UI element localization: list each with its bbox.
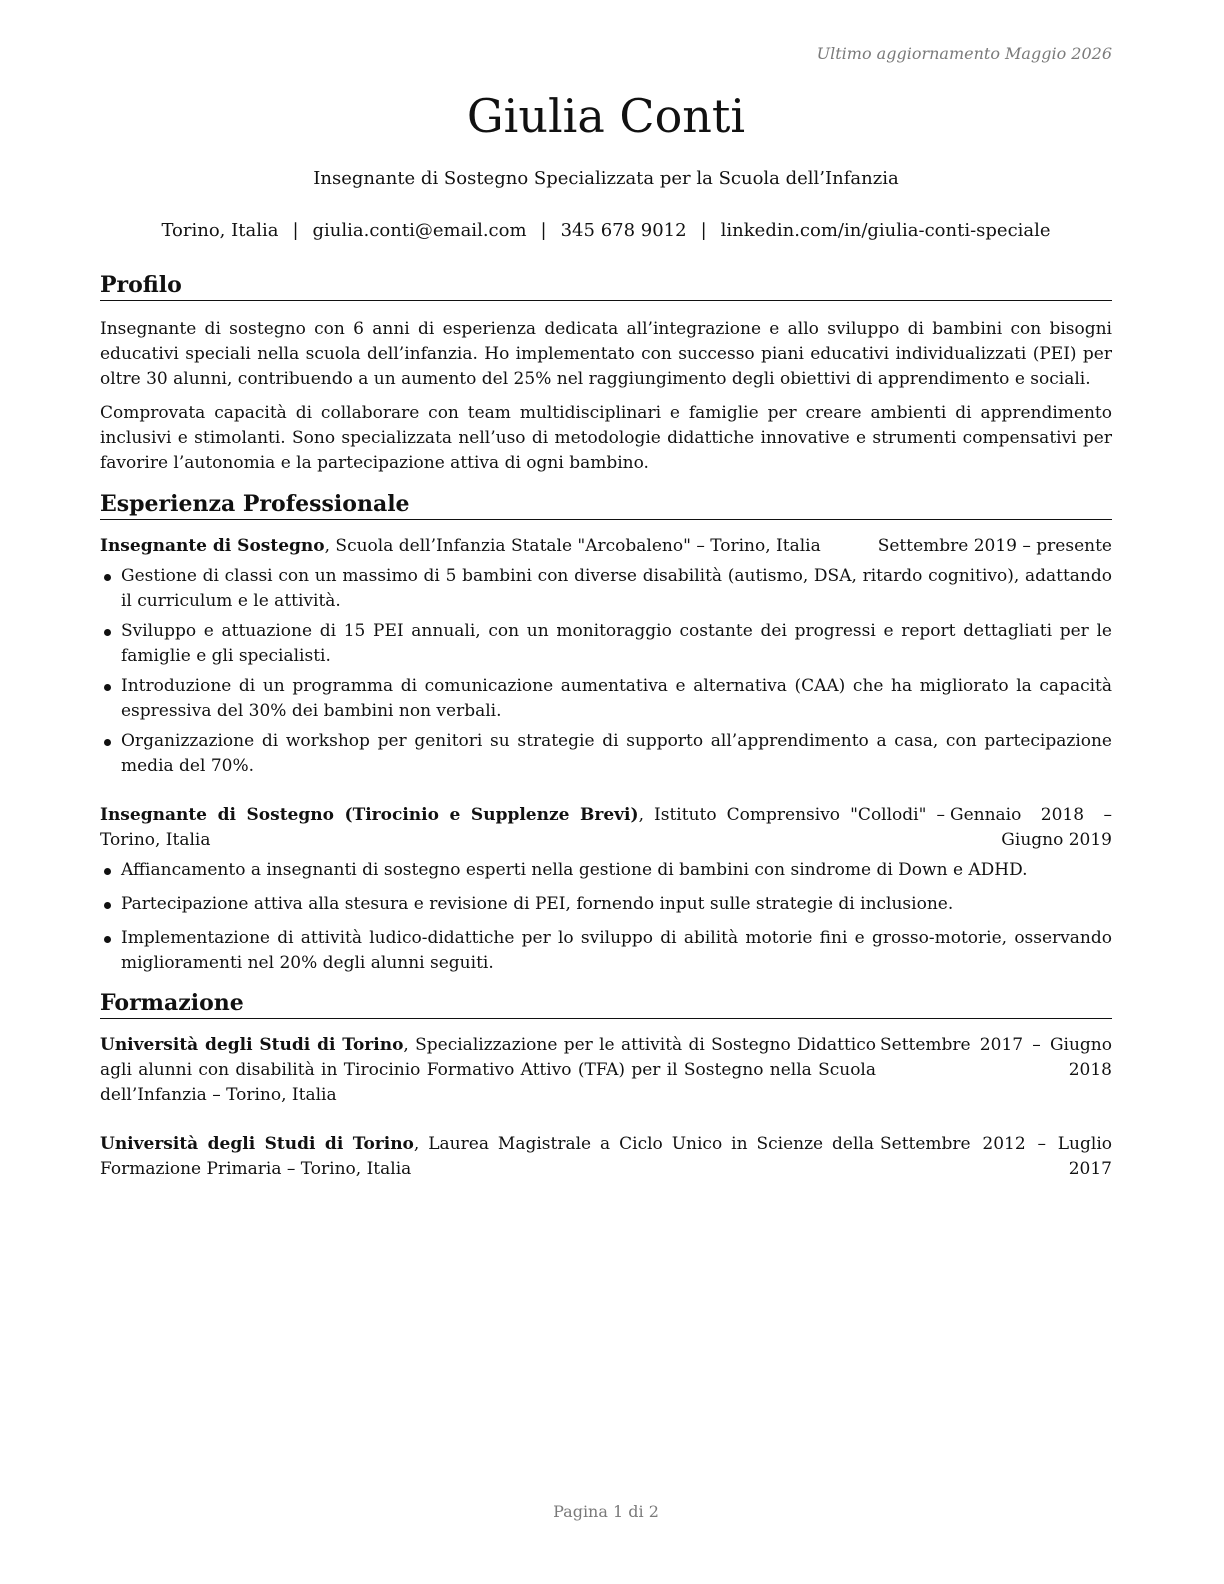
page-number: Pagina 1 di 2 <box>553 1502 659 1521</box>
contact-linkedin-link[interactable]: linkedin.com/in/giulia-conti-speciale <box>720 220 1051 241</box>
contact-email[interactable]: giulia.conti@email.com <box>312 220 527 241</box>
experience-bullet-text: Introduzione di un programma di comunicazione aumentativa e alternativa (CAA) che ha migliorato la capacità espressiva del 30% dei bambini non verbali. <box>121 676 1112 721</box>
education-degree: , Specializzazione per le attività di Sostegno Didattico agli alunni con disabilità in Tirocinio Formativo Attivo (TFA) per il Sostegno nella Scuola dell’Infanzia – Torino, Italia <box>100 1035 876 1105</box>
contact-separator: | <box>700 220 707 241</box>
education-entry <box>100 1132 1112 1182</box>
experience-bullet <box>100 858 1112 883</box>
experience-entry <box>100 534 1112 779</box>
experience-entry-header <box>100 803 1112 853</box>
contact-line <box>100 218 1112 244</box>
contact-separator: | <box>540 220 547 241</box>
education-degree: , Laurea Magistrale a Ciclo Unico in Scienze della Formazione Primaria – Torino, Italia <box>100 1134 875 1179</box>
education-school: Università degli Studi di Torino <box>100 1035 404 1055</box>
experience-bullet-text: Organizzazione di workshop per genitori su strategie di supporto all’apprendimento a casa, con partecipazione media del 70%. <box>121 731 1112 776</box>
profile-section <box>100 271 1112 476</box>
section-title-experience: Esperienza Professionale <box>100 490 1112 520</box>
contact-separator: | <box>292 220 299 241</box>
experience-bullet-text: Affiancamento a insegnanti di sostegno esperti nella gestione di bambini con sindrome di Down e ADHD. <box>121 860 1028 880</box>
profile-paragraph: Insegnante di sostegno con 6 anni di esperienza dedicata all’integrazione e allo sviluppo di bambini con bisogni educativi speciali nella scuola dell’infanzia. Ho implementato con successo piani educativi individualizzati (PEI) per oltre 30 alunni, contribuendo a un aumento del 25% nel raggiungimento degli obiettivi di apprendimento e sociali. <box>100 319 1112 389</box>
experience-bullet <box>100 892 1112 917</box>
experience-bullet-text: Implementazione di attività ludico-didattiche per lo sviluppo di abilità motorie fini e grosso-motorie, osservando miglioramenti nel 20% degli alunni seguiti. <box>121 928 1112 973</box>
bullet-dot-icon <box>104 902 111 909</box>
experience-dates: Settembre 2019 – presente <box>877 536 1112 556</box>
experience-bullet <box>100 674 1112 724</box>
section-title-profile: Profilo <box>100 271 1112 301</box>
experience-bullet <box>100 564 1112 614</box>
experience-bullet-text: Partecipazione attiva alla stesura e revisione di PEI, fornendo input sulle strategie di inclusione. <box>121 894 954 914</box>
bullet-dot-icon <box>104 574 111 581</box>
bullet-dot-icon <box>104 629 111 636</box>
education-dates: Settembre 2017 – Giugno 2018 <box>880 1035 1112 1080</box>
experience-role: Insegnante di Sostegno <box>100 536 325 556</box>
experience-bullet-text: Gestione di classi con un massimo di 5 bambini con diverse disabilità (autismo, DSA, ritardo cognitivo), adattando il curriculum e le attività. <box>121 566 1112 611</box>
education-dates: Settembre 2012 – Luglio 2017 <box>880 1134 1112 1179</box>
education-entry-title <box>100 1132 874 1182</box>
experience-entry-title <box>100 803 945 853</box>
experience-section <box>100 490 1112 976</box>
education-entry <box>100 1033 1112 1108</box>
candidate-headline: Insegnante di Sostegno Specializzata per la Scuola dell’Infanzia <box>313 168 899 189</box>
bullet-dot-icon <box>104 936 111 943</box>
resume-page <box>100 0 1112 1584</box>
experience-bullet-list <box>100 858 1112 976</box>
experience-entry-header <box>100 534 1112 559</box>
experience-bullet <box>100 619 1112 669</box>
experience-entry <box>100 803 1112 976</box>
candidate-name: Giulia Conti <box>466 89 746 143</box>
experience-bullet-text: Sviluppo e attuazione di 15 PEI annuali, con un monitoraggio costante dei progressi e report dettagliati per le famiglie e gli specialisti. <box>121 621 1112 666</box>
experience-bullet <box>100 926 1112 976</box>
experience-bullet <box>100 729 1112 779</box>
experience-role: Insegnante di Sostegno (Tirocinio e Supplenze Brevi) <box>100 805 639 825</box>
contact-location: Torino, Italia <box>161 220 279 241</box>
bullet-dot-icon <box>104 739 111 746</box>
contact-phone[interactable]: 345 678 9012 <box>560 220 687 241</box>
section-title-education: Formazione <box>100 989 1112 1019</box>
last-updated-note: Ultimo aggiornamento Maggio 2026 <box>816 44 1112 63</box>
profile-paragraph: Comprovata capacità di collaborare con team multidisciplinari e famiglie per creare ambienti di apprendimento inclusivi e stimolanti. Sono specializzata nell’uso di metodologie didattiche innovative e strumenti compensativi per favorire l’autonomia e la partecipazione attiva di ogni bambino. <box>100 403 1112 473</box>
bullet-dot-icon <box>104 684 111 691</box>
experience-employer: , Scuola dell’Infanzia Statale "Arcobaleno" – Torino, Italia <box>324 536 821 556</box>
bullet-dot-icon <box>104 868 111 875</box>
education-section <box>100 989 1112 1182</box>
experience-bullet-list <box>100 564 1112 779</box>
experience-dates: Gennaio 2018 – Giugno 2019 <box>950 805 1112 850</box>
experience-entry-title <box>100 534 860 559</box>
education-entry-title <box>100 1033 876 1108</box>
education-school: Università degli Studi di Torino <box>100 1134 414 1154</box>
experience-employer: , Istituto Comprensivo "Collodi" – Torino, Italia <box>100 805 945 850</box>
